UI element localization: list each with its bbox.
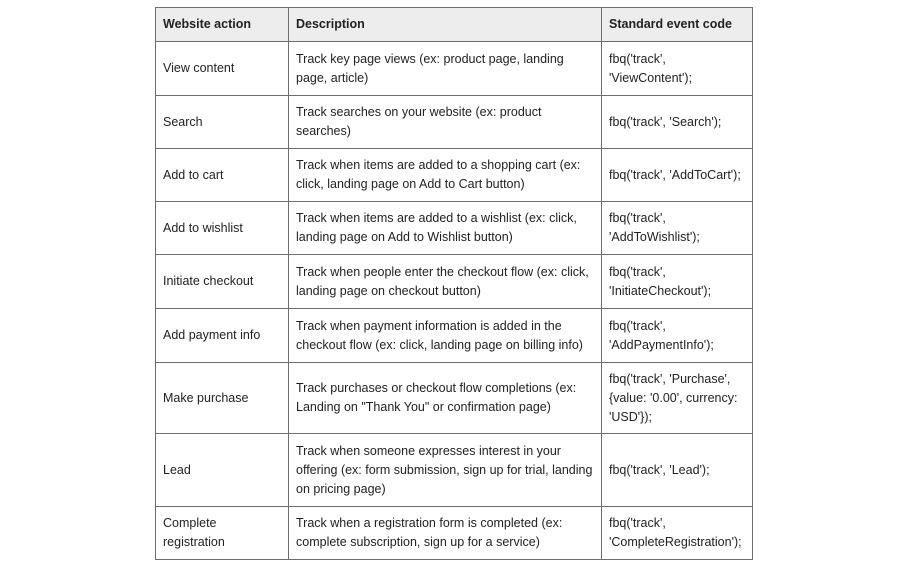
cell-description: Track purchases or checkout flow completions (ex: Landing on "Thank You" or confirmation page) xyxy=(289,363,602,434)
table-row xyxy=(156,96,753,149)
table-row xyxy=(156,149,753,202)
cell-code: fbq('track', 'Lead'); xyxy=(602,434,753,507)
header-row xyxy=(156,8,753,42)
cell-action: Initiate checkout xyxy=(156,255,289,309)
cell-code: fbq('track', 'ViewContent'); xyxy=(602,42,753,96)
cell-description: Track searches on your website (ex: product searches) xyxy=(289,96,602,149)
cell-description: Track when someone expresses interest in your offering (ex: form submission, sign up for trial, landing on pricing page) xyxy=(289,434,602,507)
table-row xyxy=(156,309,753,363)
cell-action: Complete registration xyxy=(156,507,289,560)
table-row xyxy=(156,255,753,309)
table-row xyxy=(156,42,753,96)
cell-code: fbq('track', 'AddPaymentInfo'); xyxy=(602,309,753,363)
table-header xyxy=(156,8,753,42)
cell-action: Search xyxy=(156,96,289,149)
cell-description: Track when items are added to a shopping cart (ex: click, landing page on Add to Cart button) xyxy=(289,149,602,202)
cell-description: Track when items are added to a wishlist (ex: click, landing page on Add to Wishlist button) xyxy=(289,202,602,255)
table-row xyxy=(156,363,753,434)
header-description: Description xyxy=(289,8,602,42)
cell-code: fbq('track', 'Search'); xyxy=(602,96,753,149)
cell-action: Make purchase xyxy=(156,363,289,434)
cell-code: fbq('track', 'InitiateCheckout'); xyxy=(602,255,753,309)
cell-description: Track when people enter the checkout flow (ex: click, landing page on checkout button) xyxy=(289,255,602,309)
table-row xyxy=(156,202,753,255)
header-website-action: Website action xyxy=(156,8,289,42)
cell-code: fbq('track', 'Purchase', {value: '0.00', currency: 'USD'}); xyxy=(602,363,753,434)
header-standard-event-code: Standard event code xyxy=(602,8,753,42)
table-body xyxy=(156,42,753,560)
cell-code: fbq('track', 'AddToWishlist'); xyxy=(602,202,753,255)
cell-action: Add to cart xyxy=(156,149,289,202)
events-table xyxy=(155,7,753,560)
table-row xyxy=(156,507,753,560)
cell-action: Lead xyxy=(156,434,289,507)
cell-description: Track when a registration form is completed (ex: complete subscription, sign up for a service) xyxy=(289,507,602,560)
cell-action: Add to wishlist xyxy=(156,202,289,255)
cell-description: Track when payment information is added in the checkout flow (ex: click, landing page on billing info) xyxy=(289,309,602,363)
cell-description: Track key page views (ex: product page, landing page, article) xyxy=(289,42,602,96)
cell-code: fbq('track', 'CompleteRegistration'); xyxy=(602,507,753,560)
cell-code: fbq('track', 'AddToCart'); xyxy=(602,149,753,202)
table-row xyxy=(156,434,753,507)
cell-action: View content xyxy=(156,42,289,96)
cell-action: Add payment info xyxy=(156,309,289,363)
